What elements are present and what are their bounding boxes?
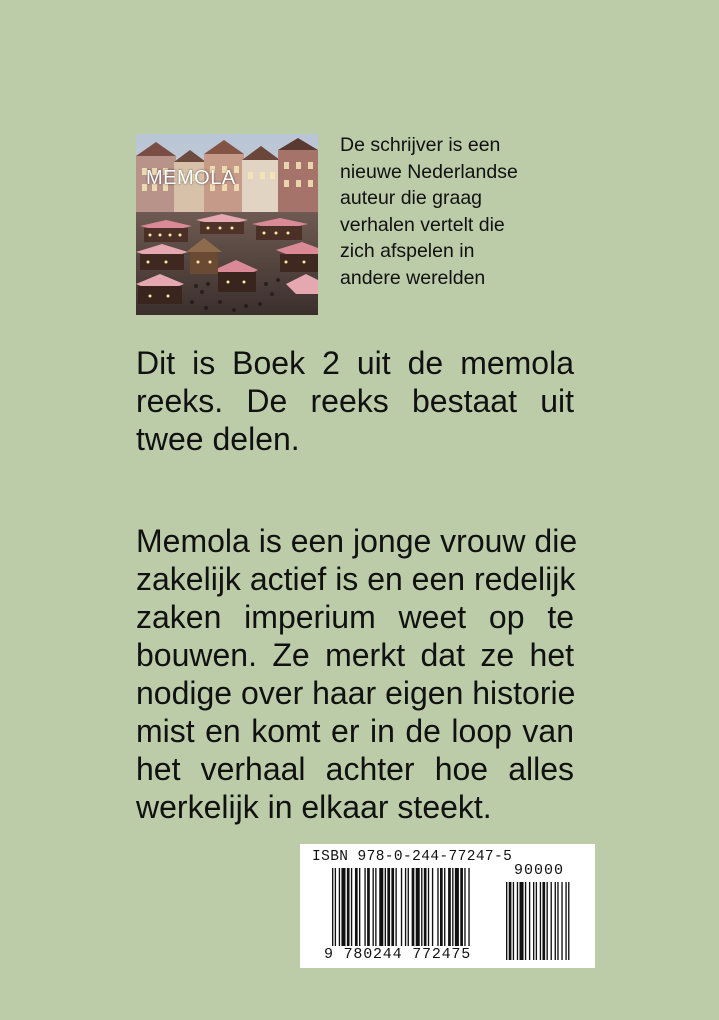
- barcode-bar: [448, 868, 451, 952]
- addon-bar: [533, 882, 534, 960]
- barcode-bar: [367, 868, 370, 952]
- barcode-bar: [440, 868, 443, 952]
- addon-bar: [547, 882, 548, 960]
- barcode-bar: [421, 868, 422, 952]
- author-bio-line: auteur die graag: [340, 187, 483, 209]
- barcode-bar: [341, 868, 345, 952]
- addon-bar: [529, 882, 530, 960]
- story-paragraph-line: zaken imperium weet op te: [136, 599, 574, 635]
- author-bio-line: nieuwe Nederlandse: [340, 160, 518, 183]
- barcode-bar: [437, 868, 438, 952]
- barcode-bar: [405, 868, 406, 952]
- isbn-addon-number: 90000: [514, 862, 565, 879]
- series-paragraph-line: Dit is Boek 2 uit de memola: [136, 345, 574, 381]
- story-paragraph-line: mist en komt er in de loop van: [136, 713, 574, 749]
- story-paragraph: [136, 522, 578, 826]
- barcode-bar: [444, 868, 445, 952]
- addon-bar: [555, 882, 556, 960]
- story-paragraph-line: bouwen. Ze merkt dat ze het: [136, 637, 574, 673]
- author-bio-line: verhalen vertelt die: [340, 213, 505, 236]
- story-paragraph-line: het verhaal achter hoe alles: [136, 751, 574, 787]
- story-paragraph-line: Memola is een jonge vrouw die: [136, 523, 578, 559]
- barcode-bar: [412, 868, 415, 952]
- christmas-market-photo: [136, 134, 318, 315]
- barcode-bar: [455, 868, 459, 952]
- barcode-bar: [351, 868, 352, 952]
- addon-bar: [517, 882, 518, 960]
- barcode-bar: [468, 868, 469, 952]
- author-bio-line: zich afspelen in: [340, 240, 475, 262]
- barcode-bar: [464, 868, 465, 952]
- barcode-bar: [355, 868, 358, 952]
- addon-bar: [506, 882, 507, 960]
- story-paragraph-line: zakelijk actief is en een redelijk: [136, 561, 576, 597]
- author-bio-line: andere werelden: [340, 266, 486, 289]
- barcode-bar: [375, 868, 376, 952]
- barcode-bar: [385, 868, 386, 952]
- barcode-bar: [460, 868, 463, 952]
- barcode-bar: [408, 868, 409, 952]
- barcode-bar: [379, 868, 383, 952]
- addon-bar: [561, 882, 562, 960]
- addon-bar: [542, 882, 545, 960]
- barcode-bar: [452, 868, 453, 952]
- barcode-bar: [428, 868, 429, 952]
- addon-bar: [509, 882, 512, 960]
- barcode-bar: [335, 868, 336, 952]
- barcode-bar: [373, 868, 374, 952]
- barcode-bar: [424, 868, 427, 952]
- series-paragraph-line: twee delen.: [136, 421, 300, 457]
- addon-bar: [525, 882, 526, 960]
- series-paragraph: [136, 344, 574, 458]
- addon-bar: [568, 882, 569, 960]
- addon-bar: [551, 882, 552, 960]
- addon-bar: [565, 882, 566, 960]
- addon-bar: [513, 882, 514, 960]
- isbn-digits: 9 780244 772475: [324, 946, 472, 963]
- addon-bar: [557, 882, 558, 960]
- isbn-barcode: [300, 844, 595, 968]
- author-bio-line: De schrijver is een: [340, 134, 501, 156]
- barcode-bar: [364, 868, 365, 952]
- cover-photo: [136, 134, 318, 315]
- barcode-bar: [416, 868, 420, 952]
- addon-bar: [536, 882, 537, 960]
- barcode-bar: [332, 868, 333, 952]
- story-paragraph-line: werkelijk in elkaar steekt.: [136, 789, 492, 825]
- cover-photo-title: MEMOLA: [146, 167, 236, 189]
- addon-bar: [520, 882, 524, 960]
- barcode-bar: [391, 868, 394, 952]
- barcode-bar: [347, 868, 350, 952]
- series-paragraph-line: reeks. De reeks bestaat uit: [136, 383, 574, 419]
- addon-bar: [540, 882, 541, 960]
- isbn-label: ISBN 978-0-244-77247-5: [312, 849, 513, 865]
- barcode-bar: [387, 868, 390, 952]
- barcode-bar: [359, 868, 360, 952]
- barcode-bar: [339, 868, 340, 952]
- story-paragraph-line: nodige over haar eigen historie: [136, 675, 576, 711]
- barcode-bar: [395, 868, 396, 952]
- author-bio: [340, 132, 590, 291]
- barcode-bar: [401, 868, 402, 952]
- barcode-bar: [432, 868, 433, 952]
